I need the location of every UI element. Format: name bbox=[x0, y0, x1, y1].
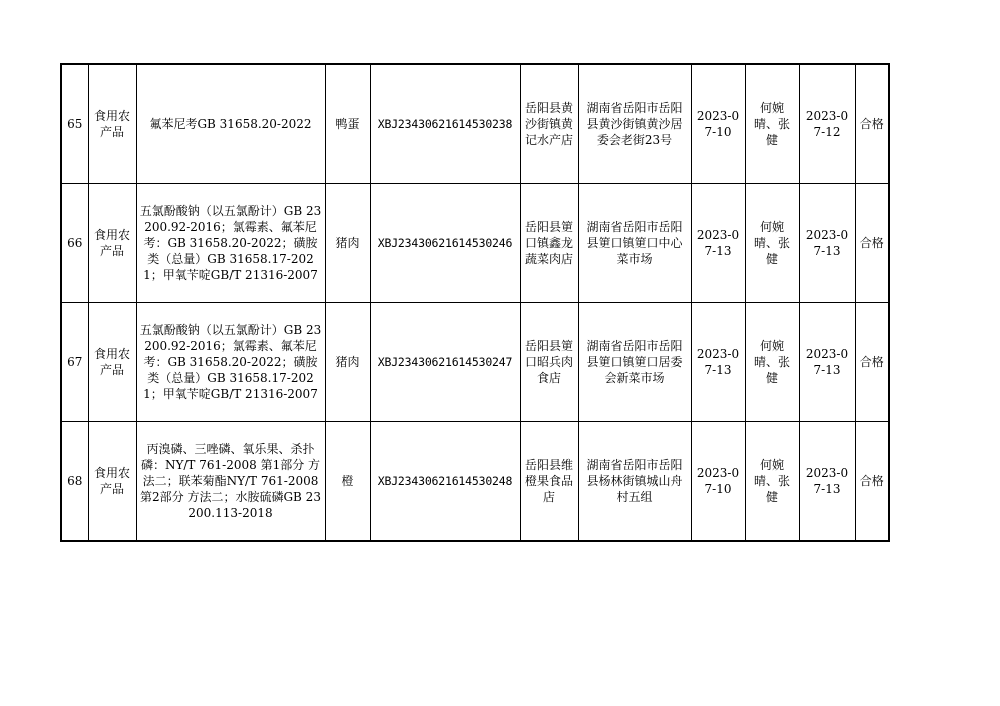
sampling-date: 2023-07-10 bbox=[691, 422, 745, 542]
row-number: 67 bbox=[61, 303, 88, 422]
test-result: 合格 bbox=[855, 184, 889, 303]
store-address: 湖南省岳阳市岳阳县筻口镇筻口居委会新菜市场 bbox=[578, 303, 691, 422]
food-category: 食用农产品 bbox=[88, 303, 136, 422]
food-category: 食用农产品 bbox=[88, 184, 136, 303]
test-result: 合格 bbox=[855, 422, 889, 542]
sample-code: XBJ23430621614530246 bbox=[370, 184, 520, 303]
store-name: 岳阳县黄沙街镇黄记水产店 bbox=[520, 64, 578, 184]
report-date: 2023-07-13 bbox=[799, 303, 855, 422]
inspection-results-table bbox=[60, 63, 890, 542]
test-standard: 五氯酚酸钠（以五氯酚计）GB 23200.92-2016；氯霉素、氟苯尼考：GB 31658.20-2022；磺胺类（总量）GB 31658.17-2021；甲氧苄啶GB/T 21316-2007 bbox=[136, 303, 325, 422]
report-date: 2023-07-13 bbox=[799, 422, 855, 542]
food-category: 食用农产品 bbox=[88, 422, 136, 542]
inspectors: 何婉晴、张健 bbox=[745, 64, 799, 184]
test-result: 合格 bbox=[855, 64, 889, 184]
report-date: 2023-07-13 bbox=[799, 184, 855, 303]
table-row bbox=[61, 422, 889, 542]
sampling-date: 2023-07-10 bbox=[691, 64, 745, 184]
test-result: 合格 bbox=[855, 303, 889, 422]
sampling-date: 2023-07-13 bbox=[691, 184, 745, 303]
food-name: 橙 bbox=[325, 422, 370, 542]
food-category: 食用农产品 bbox=[88, 64, 136, 184]
row-number: 65 bbox=[61, 64, 88, 184]
inspectors: 何婉晴、张健 bbox=[745, 184, 799, 303]
store-address: 湖南省岳阳市岳阳县黄沙街镇黄沙居委会老街23号 bbox=[578, 64, 691, 184]
sample-code: XBJ23430621614530238 bbox=[370, 64, 520, 184]
store-name: 岳阳县维橙果食品店 bbox=[520, 422, 578, 542]
table-row bbox=[61, 64, 889, 184]
test-standard: 氟苯尼考GB 31658.20-2022 bbox=[136, 64, 325, 184]
table-row bbox=[61, 303, 889, 422]
food-name: 鸭蛋 bbox=[325, 64, 370, 184]
store-address: 湖南省岳阳市岳阳县筻口镇筻口中心菜市场 bbox=[578, 184, 691, 303]
food-name: 猪肉 bbox=[325, 303, 370, 422]
table-row bbox=[61, 184, 889, 303]
sampling-date: 2023-07-13 bbox=[691, 303, 745, 422]
report-date: 2023-07-12 bbox=[799, 64, 855, 184]
store-name: 岳阳县筻口昭兵肉食店 bbox=[520, 303, 578, 422]
row-number: 68 bbox=[61, 422, 88, 542]
sample-code: XBJ23430621614530247 bbox=[370, 303, 520, 422]
row-number: 66 bbox=[61, 184, 88, 303]
sample-code: XBJ23430621614530248 bbox=[370, 422, 520, 542]
test-standard: 丙溴磷、三唑磷、氧乐果、杀扑磷：NY/T 761-2008 第1部分 方法二；联苯菊酯NY/T 761-2008 第2部分 方法二；水胺硫磷GB 23200.113-2018 bbox=[136, 422, 325, 542]
food-name: 猪肉 bbox=[325, 184, 370, 303]
inspectors: 何婉晴、张健 bbox=[745, 303, 799, 422]
inspectors: 何婉晴、张健 bbox=[745, 422, 799, 542]
test-standard: 五氯酚酸钠（以五氯酚计）GB 23200.92-2016；氯霉素、氟苯尼考：GB 31658.20-2022；磺胺类（总量）GB 31658.17-2021；甲氧苄啶GB/T 21316-2007 bbox=[136, 184, 325, 303]
store-address: 湖南省岳阳市岳阳县杨林街镇城山舟村五组 bbox=[578, 422, 691, 542]
store-name: 岳阳县筻口镇鑫龙蔬菜肉店 bbox=[520, 184, 578, 303]
